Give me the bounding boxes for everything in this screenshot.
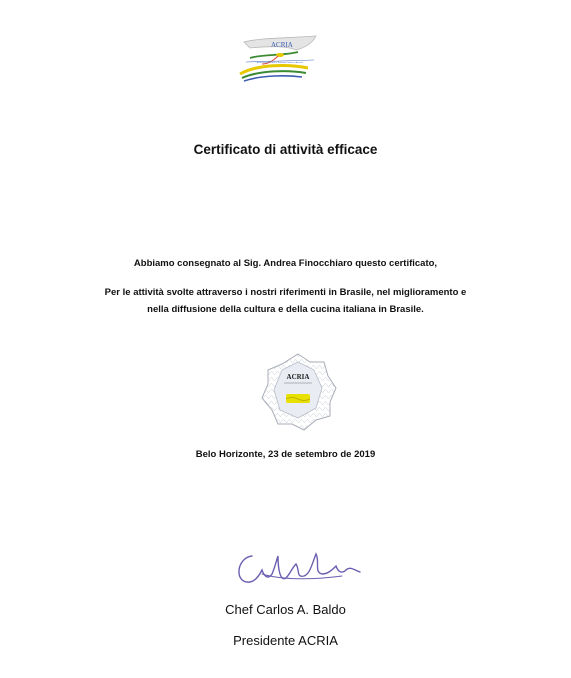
- certificate-text-line-2: Per le attività svolte attraverso i nostri riferimenti in Brasile, nel miglioramento e: [104, 287, 467, 298]
- signer-name: Chef Carlos A. Baldo: [225, 602, 346, 617]
- acria-logo: [238, 34, 322, 84]
- logo-text: ACRIA: [271, 41, 293, 49]
- certificate-text-line-1: Abbiamo consegnato al Sig. Andrea Finocchiaro questo certificato,: [133, 258, 438, 269]
- certificate-text-paragraph: [0, 284, 571, 318]
- acria-seal: [258, 352, 338, 432]
- logo-subtitle: Associazione Cuochi e Ristoratori Italiani in America: [256, 62, 304, 64]
- handwritten-signature: [232, 544, 364, 590]
- signer-role: Presidente ACRIA: [233, 633, 338, 648]
- seal-text: ACRIA: [286, 373, 310, 381]
- place-date: Belo Horizonte, 23 de setembro de 2019: [195, 449, 376, 460]
- certificate-text-line-3: nella diffusione della cultura e della cucina italiana in Brasile.: [147, 304, 424, 315]
- certificate-title: Certificato di attività efficace: [193, 142, 378, 157]
